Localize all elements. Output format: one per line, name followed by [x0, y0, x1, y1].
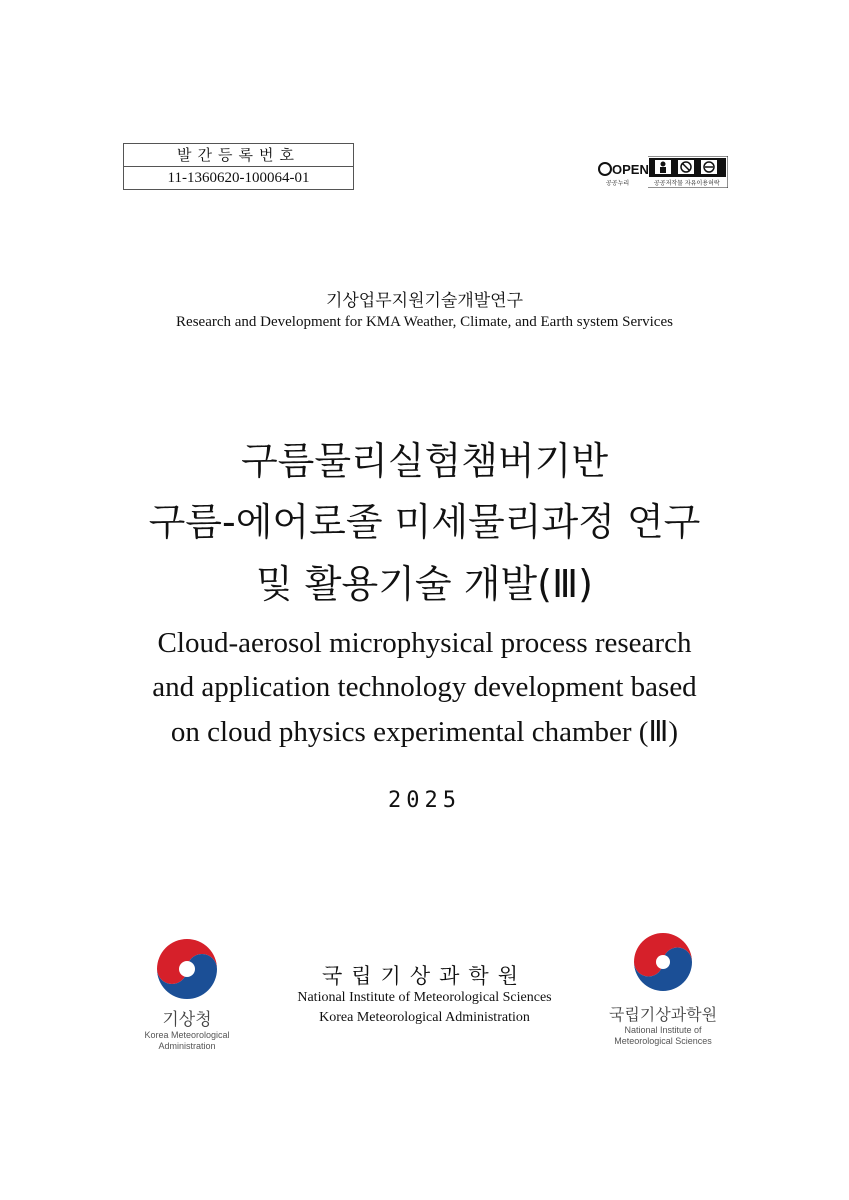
- publication-year: 2025: [388, 788, 461, 813]
- person-icon: [655, 160, 671, 174]
- institute-english: National Institute of Meteorological Sciences: [297, 990, 552, 1005]
- title-korean-line-2: 구름-에어로졸 미세물리과정 연구: [148, 500, 701, 544]
- open-badge-subtext: 공공누리: [606, 180, 630, 187]
- open-license-badge: [596, 156, 728, 188]
- kma-logo-korean: 기상청: [162, 1010, 212, 1030]
- series-title-english: Research and Development for KMA Weather, Climate, and Earth system Services: [176, 314, 673, 330]
- registration-number: 11-1360620-100064-01: [124, 166, 353, 189]
- no-change-icon: [701, 160, 717, 174]
- taegeuk-emblem-icon: [630, 930, 696, 994]
- title-korean-line-3: 및 활용기술 개발(Ⅲ): [256, 562, 593, 606]
- agency-english: Korea Meteorological Administration: [319, 1010, 530, 1025]
- nims-logo: [598, 930, 728, 1047]
- kma-logo-english-2: Administration: [158, 1041, 216, 1051]
- money-off-icon: [678, 160, 694, 174]
- license-caption: 공공저작물 자유이용허락: [654, 180, 720, 187]
- title-korean-line-1: 구름물리실험챔버기반: [240, 439, 609, 483]
- title-english-line-3: on cloud physics experimental chamber (Ⅲ): [170, 716, 679, 748]
- registration-box: [123, 143, 354, 190]
- nims-logo-english-2: Meteorological Sciences: [614, 1036, 712, 1046]
- institute-korean: 국립기상과학원: [321, 964, 527, 988]
- title-english-line-2: and application technology development based: [152, 671, 697, 703]
- nims-logo-korean: 국립기상과학원: [608, 1005, 718, 1024]
- registration-label: 발간등록번호: [177, 146, 300, 164]
- title-english-line-1: Cloud-aerosol microphysical process research: [157, 627, 692, 659]
- nims-logo-english-1: National Institute of: [624, 1025, 702, 1035]
- open-badge-text: OPEN: [612, 162, 649, 177]
- kma-logo-english-1: Korea Meteorological: [144, 1030, 230, 1040]
- series-title-korean: 기상업무지원기술개발연구: [325, 291, 524, 311]
